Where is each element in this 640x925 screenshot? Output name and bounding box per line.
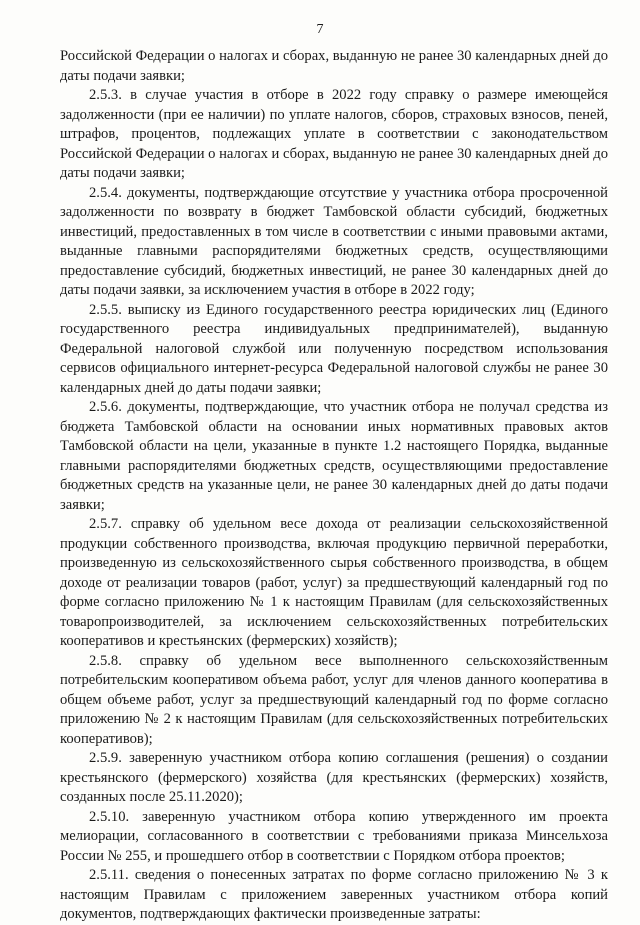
- paragraph-2-5-6: 2.5.6. документы, подтверждающие, что участник отбора не получал средства из бюджета Тамбовской области на основании иных нормативных правовых актов Тамбовской области на цели, указанные в пункте 1.2 настоящего Порядка, выданные главными распорядителями бюджетных средств, осуществляющими предоставление бюджетных средств на указанные цели, не ранее 30 календарных дней до даты подачи заявки;: [60, 399, 608, 513]
- paragraph-2-5-7: 2.5.7. справку об удельном весе дохода от реализации сельскохозяйственной продукции собственного производства, включая продукцию первичной переработки, произведенную из сельскохозяйственного сырья собственного производства, в общем доходе от реализации товаров (работ, услуг) за предшествующий календарный год по форме согласно приложению № 1 к настоящим Правилам (для сельскохозяйственных товаропроизводителей, за исключением сельскохозяйственных потребительских кооперативов и крестьянских (фермерских) хозяйств);: [60, 516, 608, 649]
- paragraph-continuation: Российской Федерации о налогах и сборах, выданную не ранее 30 календарных дней до даты подачи заявки;: [60, 48, 608, 84]
- page-number: 7: [316, 22, 324, 37]
- paragraph-2-5-3: 2.5.3. в случае участия в отборе в 2022 году справку о размере имеющейся задолженности (при ее наличии) по уплате налогов, сборов, страховых взносов, пеней, штрафов, процентов, подлежащих уплате в соответствии с законодательством Российской Федерации о налогах и сборах, выданную не ранее 30 календарных дней до даты подачи заявки;: [60, 87, 608, 181]
- paragraph-2-5-4: 2.5.4. документы, подтверждающие отсутствие у участника отбора просроченной задолженности по возврату в бюджет Тамбовской области субсидий, бюджетных инвестиций, предоставленных в том числе в соответствии с иными правовыми актами, выданные главными распорядителями бюджетных средств, осуществляющими предоставление субсидий, бюджетных инвестиций, не ранее 30 календарных дней до даты подачи заявки, за исключением участия в отборе в 2022 году;: [60, 184, 608, 298]
- paragraph-2-5-5: 2.5.5. выписку из Единого государственного реестра юридических лиц (Единого государственного реестра индивидуальных предпринимателей), выданную Федеральной налоговой службой или полученную посредством использования сервисов официального интернет-ресурса Федеральной налоговой службы не ранее 30 календарных дней до даты подачи заявки;: [60, 301, 608, 396]
- paragraph-2-5-9: 2.5.9. заверенную участником отбора копию соглашения (решения) о создании крестьянского (фермерского) хозяйства (для крестьянских (фермерских) хозяйств, созданных после 25.11.2020);: [60, 750, 608, 805]
- document-body: [60, 47, 608, 925]
- paragraph-2-5-10: 2.5.10. заверенную участником отбора копию утвержденного им проекта мелиорации, согласованного в соответствии с требованиями приказа Минсельхоза России № 255, и прошедшего отбор в соответствии с Порядком отбора проектов;: [60, 808, 608, 864]
- paragraph-2-5-11: 2.5.11. сведения о понесенных затратах по форме согласно приложению № 3 к настоящим Правилам с приложением заверенных участником отбора копий документов, подтверждающих фактически произведенные затраты:: [60, 867, 608, 922]
- paragraph-2-5-8: 2.5.8. справку об удельном весе выполненного сельскохозяйственным потребительским кооперативом объема работ, услуг для членов данного кооператива в общем объеме работ, услуг за предшествующий календарный год по форме согласно приложению № 2 к настоящим Правилам (для сельскохозяйственных потребительских кооперативов);: [60, 652, 608, 747]
